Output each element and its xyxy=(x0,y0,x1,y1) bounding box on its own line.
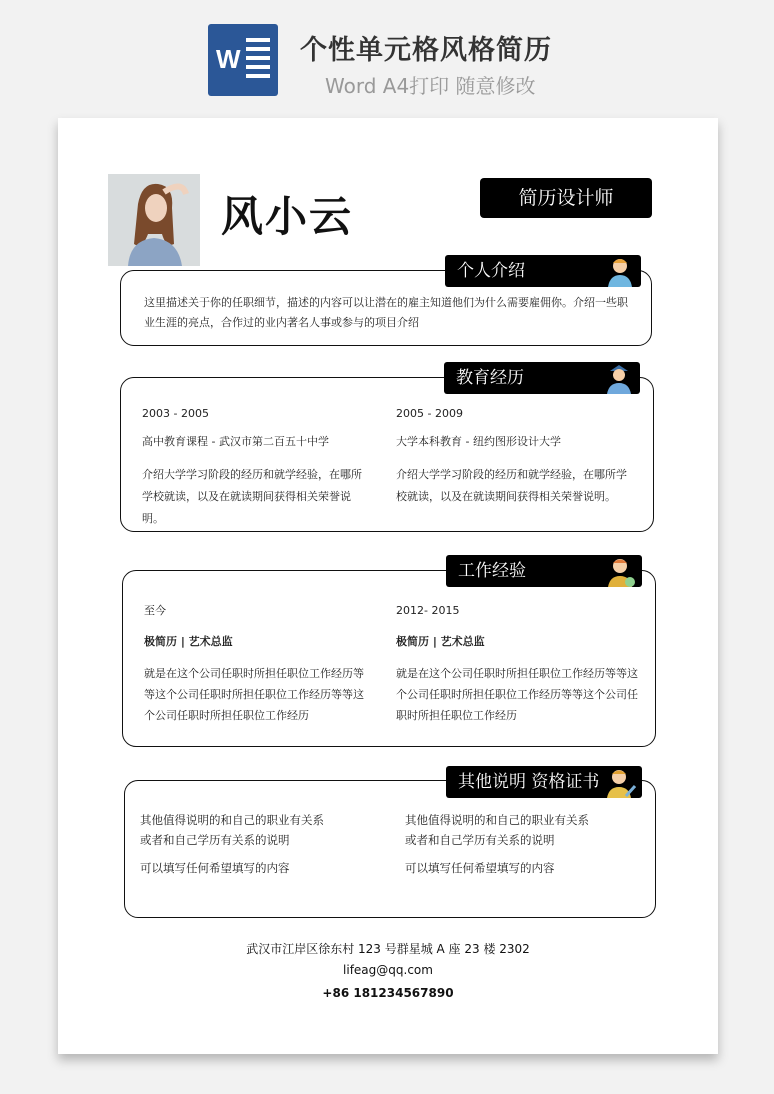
work-period-2: 2012- 2015 xyxy=(396,604,460,617)
other-title: 其他说明 资格证书 xyxy=(458,772,600,792)
person-icon xyxy=(605,255,635,287)
education-section-tag xyxy=(444,362,640,394)
other-section-tag xyxy=(446,766,642,798)
work-desc-2: 就是在这个公司任职时所担任职位工作经历等等这个公司任职时所担任职位工作经历等等这个公司任职时所担任职位工作经历 xyxy=(396,667,638,722)
banner-title: 个性单元格风格简历 xyxy=(300,35,552,66)
person-icon xyxy=(606,766,636,798)
work-period-1: 至今 xyxy=(144,604,166,617)
education-period-1: 2003 - 2005 xyxy=(142,407,209,420)
work-role-2: 极简历 | 艺术总监 xyxy=(396,635,485,648)
intro-section-tag xyxy=(445,255,641,287)
header-banner xyxy=(0,0,774,110)
job-title-badge: 简历设计师 xyxy=(480,178,652,218)
work-section-tag xyxy=(446,555,642,587)
contact-phone: +86 181234567890 xyxy=(322,986,454,1000)
education-title: 教育经历 xyxy=(456,368,524,388)
word-icon xyxy=(208,24,278,96)
other-line1-1: 其他值得说明的和自己的职业有关系或者和自己学历有关系的说明 xyxy=(140,813,324,847)
education-desc-1: 介绍大学学习阶段的经历和就学经验，在哪所学校就读，以及在就读期间获得相关荣誉说明。 xyxy=(142,468,362,525)
work-role-1: 极简历 | 艺术总监 xyxy=(144,635,233,648)
work-desc-1: 就是在这个公司任职时所担任职位工作经历等等这个公司任职时所担任职位工作经历等等这个公司任职时所担任职位工作经历 xyxy=(144,667,364,722)
other-line2-1: 可以填写任何希望填写的内容 xyxy=(140,861,290,875)
person-icon xyxy=(606,555,636,587)
word-logo-letter: W xyxy=(216,44,241,74)
work-title: 工作经验 xyxy=(458,561,526,581)
education-period-2: 2005 - 2009 xyxy=(396,407,463,420)
resume-page xyxy=(58,118,718,1054)
contact-address: 武汉市江岸区徐东村 123 号群星城 A 座 23 楼 2302 xyxy=(246,942,530,956)
other-line1-2: 其他值得说明的和自己的职业有关系或者和自己学历有关系的说明 xyxy=(405,813,589,847)
contact-email[interactable]: lifeag@qq.com xyxy=(343,963,433,977)
person-icon xyxy=(604,362,634,394)
education-school-1: 高中教育课程 - 武汉市第二百五十中学 xyxy=(142,435,329,448)
profile-photo xyxy=(108,174,200,266)
banner-subtitle: Word A4打印 随意修改 xyxy=(325,74,536,98)
intro-title: 个人介绍 xyxy=(457,261,525,281)
education-school-2: 大学本科教育 - 纽约图形设计大学 xyxy=(396,435,561,448)
education-desc-2: 介绍大学学习阶段的经历和就学经验，在哪所学校就读，以及在就读期间获得相关荣誉说明。 xyxy=(396,468,627,503)
intro-text: 这里描述关于你的任职细节，描述的内容可以让潜在的雇主知道他们为什么需要雇佣你。介绍一些职业生涯的亮点，合作过的业内著名人事或参与的项目介绍 xyxy=(144,296,628,329)
other-line2-2: 可以填写任何希望填写的内容 xyxy=(405,861,555,875)
profile-name: 风小云 xyxy=(221,192,354,241)
